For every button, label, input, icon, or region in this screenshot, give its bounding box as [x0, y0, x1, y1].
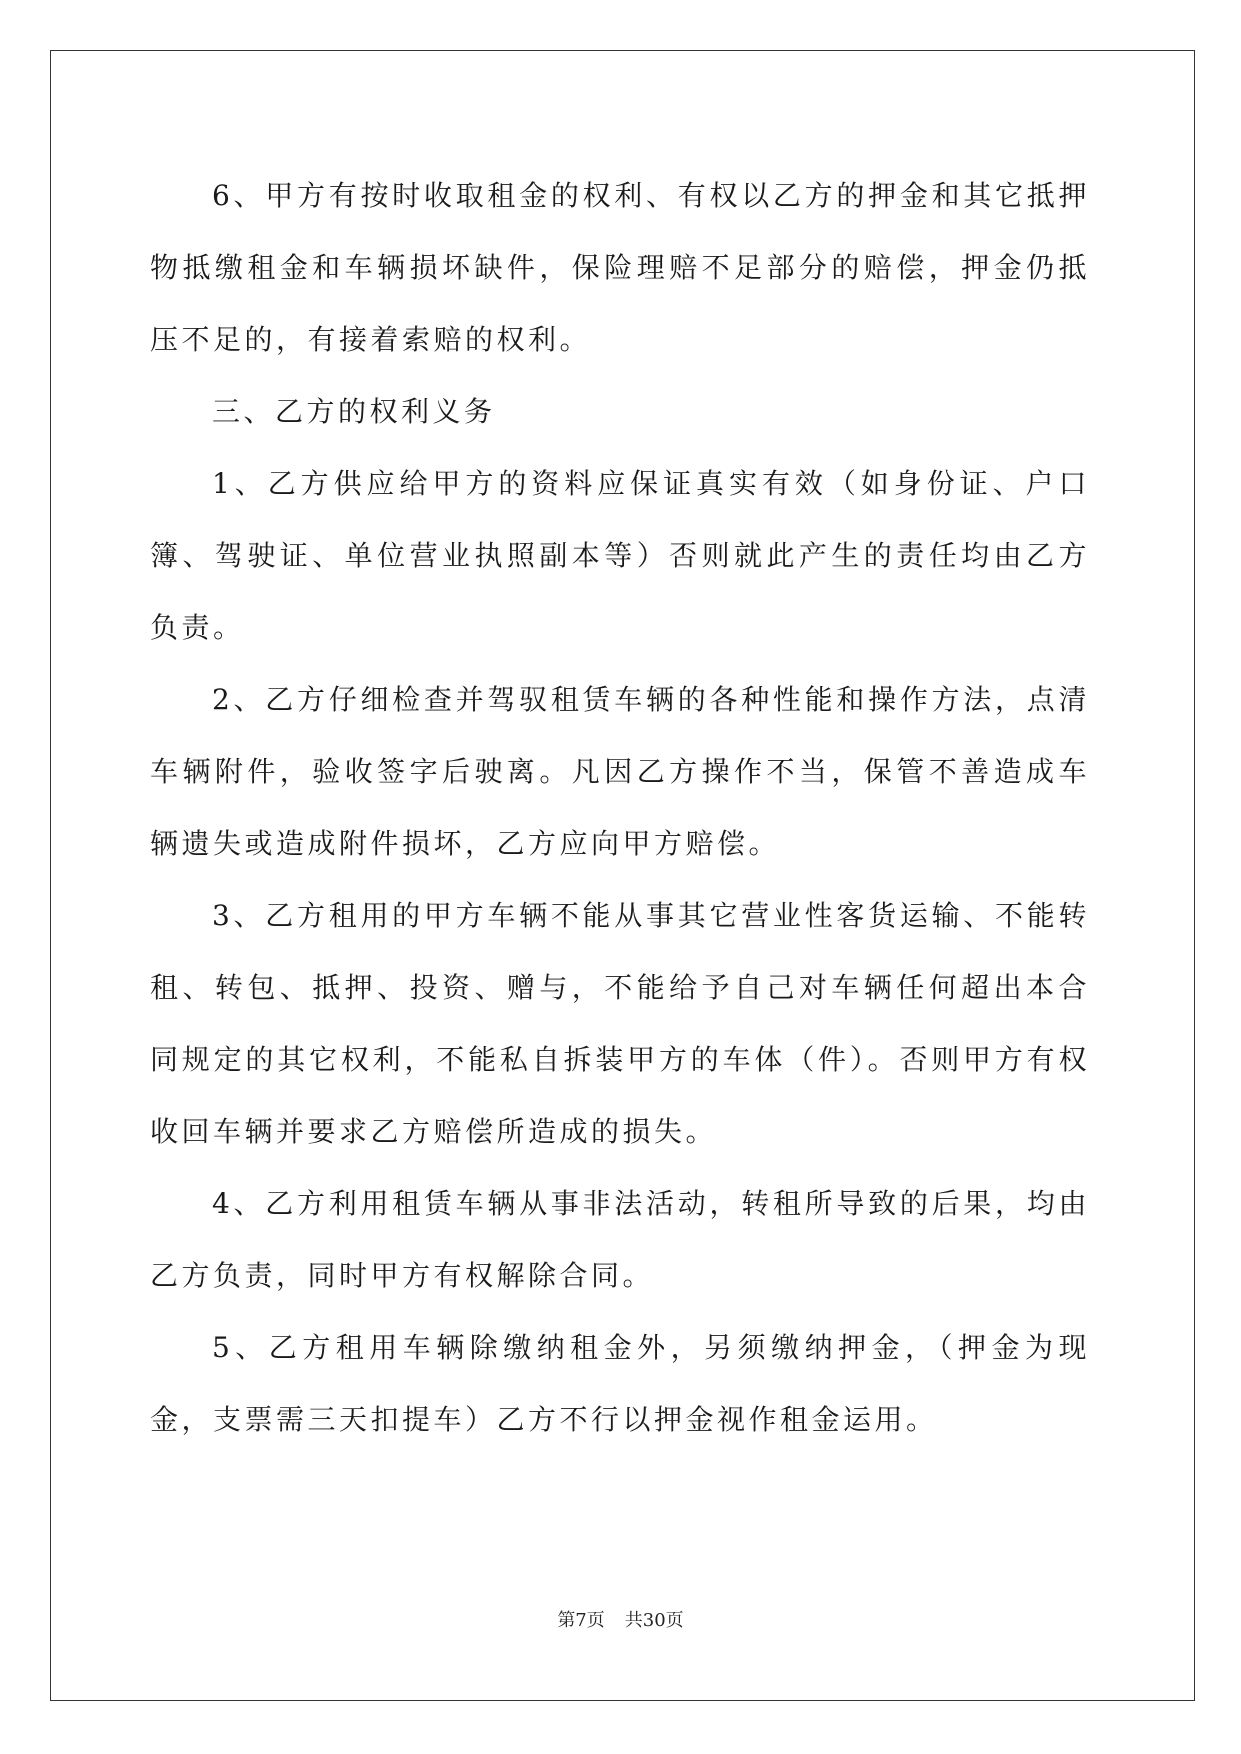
document-body — [150, 160, 1090, 1456]
paragraph-item-6: 6、甲方有按时收取租金的权利、有权以乙方的押金和其它抵押物抵缴租金和车辆损坏缺件，保险理赔不足部分的赔偿，押金仍抵压不足的，有接着索赔的权利。 — [150, 179, 1090, 356]
paragraph-item-3: 3、乙方租用的甲方车辆不能从事其它营业性客货运输、不能转租、转包、抵押、投资、赠与，不能给予自己对车辆任何超出本合同规定的其它权利，不能私自拆装甲方的车体（件）。否则甲方有权收回车辆并要求乙方赔偿所造成的损失。 — [150, 899, 1090, 1148]
paragraph-item-2: 2、乙方仔细检查并驾驭租赁车辆的各种性能和操作方法，点清车辆附件，验收签字后驶离。凡因乙方操作不当，保管不善造成车辆遗失或造成附件损坏，乙方应向甲方赔偿。 — [150, 683, 1090, 860]
page-total: 共30页 — [624, 1610, 684, 1631]
section-heading: 三、乙方的权利义务 — [212, 395, 496, 428]
paragraph-item-5: 5、乙方租用车辆除缴纳租金外，另须缴纳押金，（押金为现金，支票需三天扣提车）乙方不行以押金视作租金运用。 — [150, 1331, 1090, 1436]
page-footer — [0, 1606, 1241, 1632]
paragraph-item-4: 4、乙方利用租赁车辆从事非法活动，转租所导致的后果，均由乙方负责，同时甲方有权解除合同。 — [150, 1187, 1090, 1292]
page-number: 第7页 — [557, 1610, 605, 1631]
paragraph-item-1: 1、乙方供应给甲方的资料应保证真实有效（如身份证、户口簿、驾驶证、单位营业执照副本等）否则就此产生的责任均由乙方负责。 — [150, 467, 1090, 644]
